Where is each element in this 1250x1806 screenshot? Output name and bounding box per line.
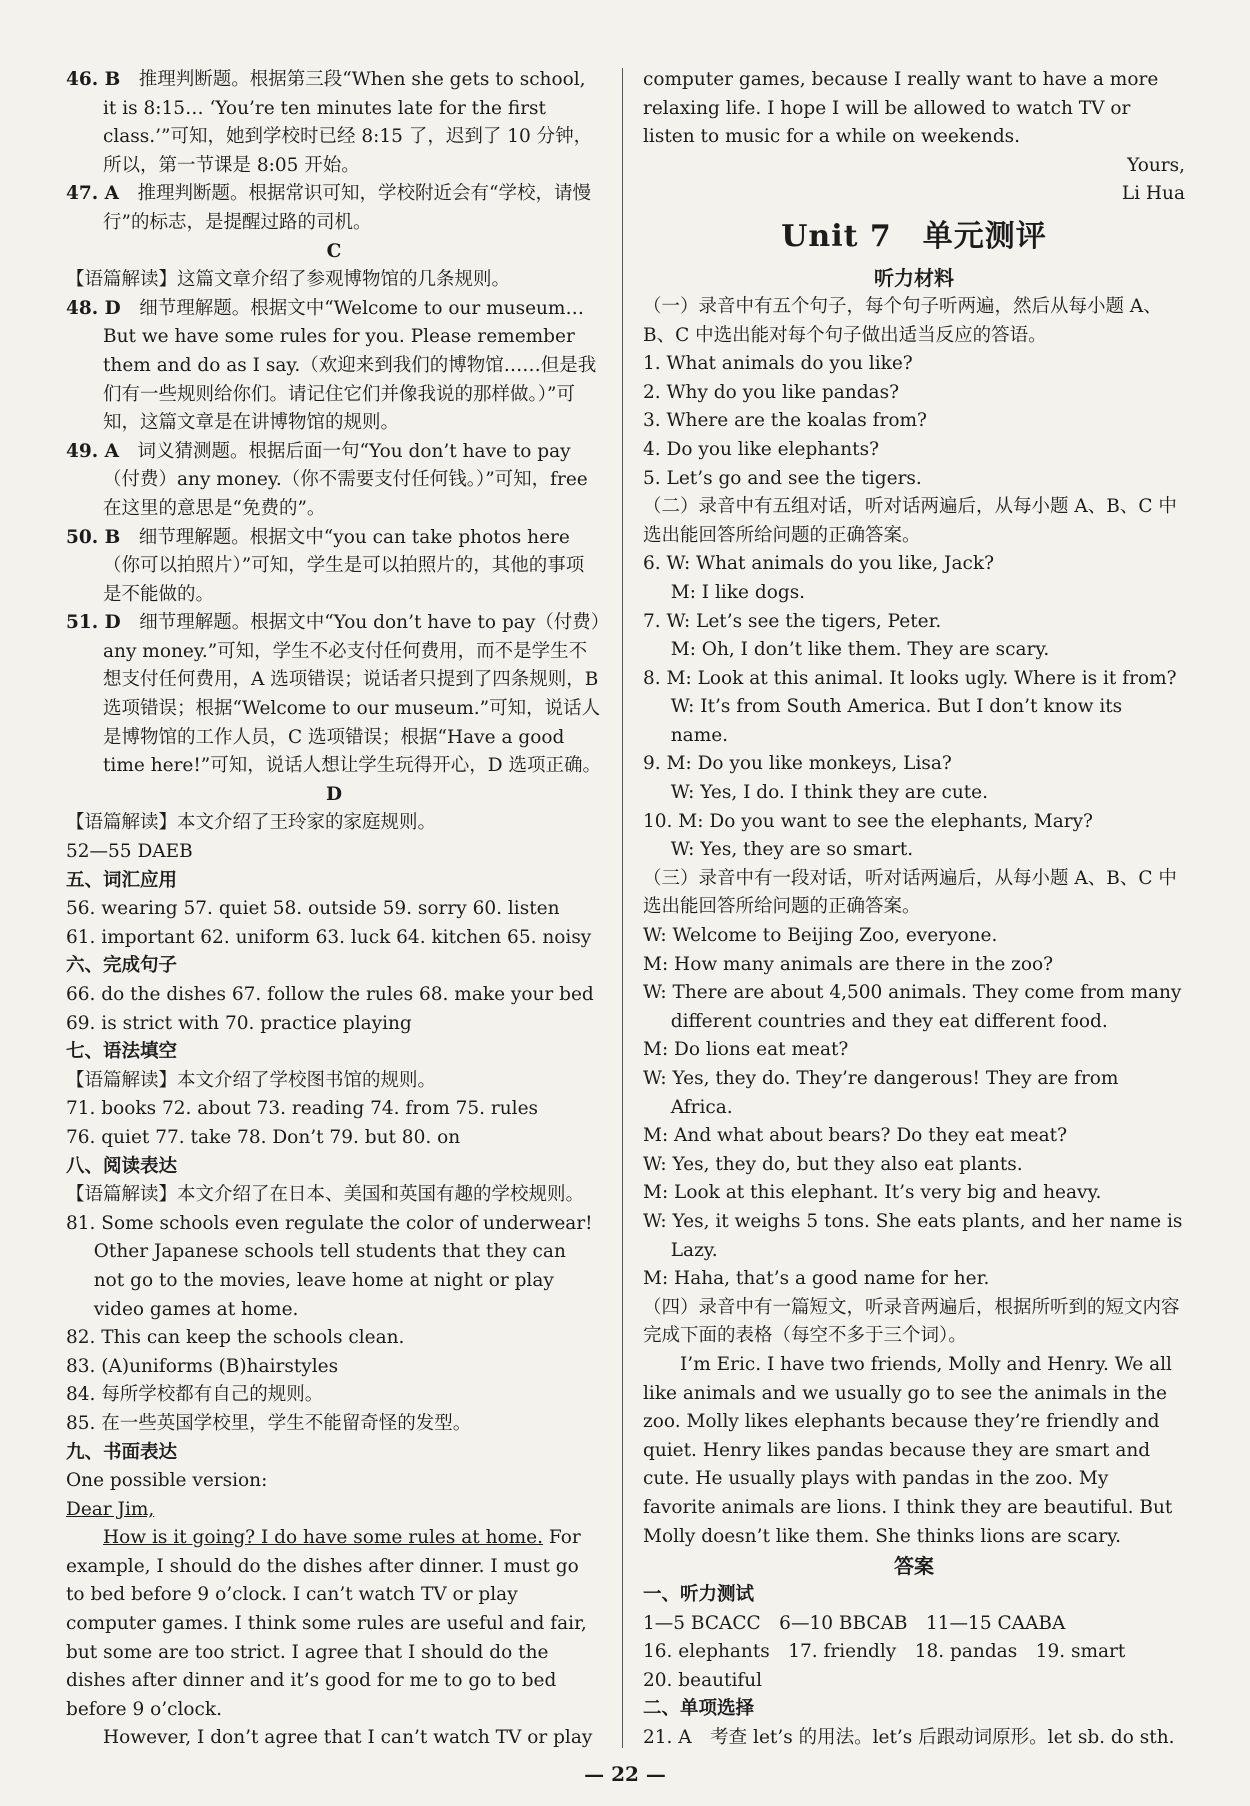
answer-82: 82. This can keep the schools clean. <box>66 1327 405 1349</box>
conversation-line: W: Yes, they do. They’re dangerous! They are from Africa. <box>643 1068 1119 1118</box>
unit-title: Unit 7 单元测评 <box>781 218 1047 254</box>
answers-section-1-heading: 一、听力测试 <box>643 1584 755 1606</box>
answer-84: 84. 每所学校都有自己的规则。 <box>66 1384 324 1406</box>
section-9-heading: 九、书面表达 <box>66 1441 178 1463</box>
answers-row: 16. elephants 17. friendly 18. pandas 19. smart <box>643 1641 1126 1663</box>
part1-item: 3. Where are the koalas from? <box>643 410 927 432</box>
conversation-line: W: Yes, it weighs 5 tons. She eats plants, and her name is Lazy. <box>643 1210 1183 1261</box>
right-column <box>643 66 1185 1753</box>
answer-50: 50. B 细节理解题。根据文中“you can take photos here（你可以拍照片）”可知，学生是可以拍照片的，其他的事项是不能做的。 <box>66 526 585 605</box>
answer-49: 49. A 词义猜测题。根据后面一句“You don’t have to pay（付费）any money.（你不需要支付任何钱。）”可知，free 在这里的意思是“免费的”。 <box>66 440 588 519</box>
dialogue-line: W: It’s from South America. But I don’t know its name. <box>670 696 1123 746</box>
dialogue-line: M: I like dogs. <box>670 581 806 603</box>
section-d-intro: 【语篇解读】本文介绍了王玲家的家庭规则。 <box>66 812 437 834</box>
letter-continuation: computer games, because I really want to have a more relaxing life. I hope I will be allowed to watch TV or listen to music for a while on weekends. <box>643 69 1159 148</box>
dialogue-line: 6. W: What animals do you like, Jack? <box>643 553 994 575</box>
conversation-line: M: Look at this elephant. It’s very big and heavy. <box>643 1182 1102 1204</box>
part1-item: 5. Let’s go and see the tigers. <box>643 467 922 489</box>
page-number: — 22 — <box>584 1762 666 1786</box>
answer-51: 51. D 细节理解题。根据文中“You don’t have to pay（付费）any money.”可知，学生不必支付任何费用，而不是学生不想支付任何费用，A 选项错误；说话者只提到了四条规则，B 选项错误；根据“Welcome to our museum.”可知，说话人是博物馆的工作人员，C 选项错误；根据“Have a good time here!”可知，说话人想让学生玩得开心，D 选项正确。 <box>66 612 601 777</box>
section-7-intro: 【语篇解读】本文介绍了学校图书馆的规则。 <box>66 1069 437 1091</box>
section-6-heading: 六、完成句子 <box>66 955 178 977</box>
conversation-line: M: Do lions eat meat? <box>643 1039 849 1061</box>
listening-part-3: （三）录音中有一段对话，听对话两遍后，从每小题 A、B、C 中选出能回答所给问题的正确答案。 <box>643 867 1177 918</box>
conversation-line: M: How many animals are there in the zoo? <box>643 953 1054 975</box>
section-5-heading: 五、词汇应用 <box>66 869 178 891</box>
column-divider <box>622 68 623 1748</box>
section-5-row2: 61. important 62. uniform 63. luck 64. kitchen 65. noisy <box>66 926 592 948</box>
dialogue-line: 8. M: Look at this animal. It looks ugly. Where is it from? <box>643 667 1177 689</box>
answer-47: 47. A 推理判断题。根据常识可知，学校附近会有“学校，请慢行”的标志，是提醒过路的司机。 <box>66 183 591 233</box>
answer-81: 81. Some schools even regulate the color of underwear! Other Japanese schools tell students that they can not go to the movies, leave home at night or play video games at home. <box>66 1212 593 1320</box>
section-c-intro: 【语篇解读】这篇文章介绍了参观博物馆的几条规则。 <box>66 269 511 291</box>
answers-title: 答案 <box>894 1554 934 1579</box>
section-7-row1: 71. books 72. about 73. reading 74. from 75. rules <box>66 1098 539 1120</box>
listening-part-1: （一）录音中有五个句子，每个句子听两遍，然后从每小题 A、B、C 中选出能对每个句子做出适当反应的答语。 <box>643 295 1162 346</box>
listening-title: 听力材料 <box>874 265 954 290</box>
letter-paragraph-1: How is it going? I do have some rules at home. For example, I should do the dishes after dinner. I must go to bed before 9 o’clock. I can’t watch TV or play computer games. I think some rules are useful and fair, but some are too strict. I agree that I should do the dishes after dinner and it’s good for me to go to bed before 9 o’clock. <box>66 1527 587 1720</box>
answers-row: 20. beautiful <box>643 1669 763 1691</box>
answer-85: 85. 在一些英国学校里，学生不能留奇怪的发型。 <box>66 1412 472 1434</box>
dialogue-line: M: Oh, I don’t like them. They are scary. <box>670 639 1050 661</box>
listening-passage: I’m Eric. I have two friends, Molly and Henry. We all like animals and we usually go to see the animals in the zoo. Molly likes elephants because they’re friendly and quiet. Henry likes pandas because they are smart and cute. He usually plays with pandas in the zoo. My favorite animals are lions. I think they are beautiful. But Molly doesn’t like them. She thinks lions are scary. <box>643 1353 1173 1547</box>
dialogue-line: 7. W: Let’s see the tigers, Peter. <box>643 610 942 632</box>
answer-46: 46. B 推理判断题。根据第三段“When she gets to school, it is 8:15… ‘You’re ten minutes late for the first class.’”可知，她到学校时已经 8:15 了，迟到了 10 分钟，所以，第一节课是 8:05 开始。 <box>66 69 593 176</box>
listening-part-4: （四）录音中有一篇短文，听录音两遍后，根据所听到的短文内容完成下面的表格（每空不多于三个词）。 <box>643 1296 1180 1347</box>
conversation-line: W: Yes, they do, but they also eat plants. <box>643 1153 1023 1175</box>
section-d-heading: D <box>325 783 343 805</box>
answers-section-2-heading: 二、单项选择 <box>643 1698 755 1720</box>
listening-part-2: （二）录音中有五组对话，听对话两遍后，从每小题 A、B、C 中选出能回答所给问题的正确答案。 <box>643 496 1177 546</box>
section-5-row1: 56. wearing 57. quiet 58. outside 59. sorry 60. listen <box>66 898 560 920</box>
answers-row: 1—5 BCACC 6—10 BBCAB 11—15 CAABA <box>643 1612 1066 1634</box>
letter-closing: Yours, <box>1127 154 1185 176</box>
conversation-line: M: And what about bears? Do they eat meat? <box>643 1125 1067 1147</box>
section-7-heading: 七、语法填空 <box>66 1041 178 1063</box>
section-c-heading: C <box>326 240 342 262</box>
part1-item: 1. What animals do you like? <box>643 353 913 375</box>
part1-item: 4. Do you like elephants? <box>643 438 880 460</box>
dialogue-line: W: Yes, I do. I think they are cute. <box>670 782 989 804</box>
letter-paragraph-2: However, I don’t agree that I can’t watch TV or play <box>103 1727 593 1749</box>
conversation-line: W: There are about 4,500 animals. They come from many different countries and they eat different food. <box>643 982 1182 1032</box>
dialogue-line: 10. M: Do you want to see the elephants, Mary? <box>643 810 1093 832</box>
section-8-intro: 【语篇解读】本文介绍了在日本、美国和英国有趣的学校规则。 <box>66 1184 585 1206</box>
sample-version-label: One possible version: <box>66 1470 268 1492</box>
letter-signature: Li Hua <box>1121 183 1185 205</box>
dialogue-line: 9. M: Do you like monkeys, Lisa? <box>643 753 952 775</box>
answer-48: 48. D 细节理解题。根据文中“Welcome to our museum… But we have some rules for you. Please remember them and do as I say.（欢迎来到我们的博物馆……但是我们有一些规则给你们。请记住它们并像我说的那样做。）”可知，这篇文章是在讲博物馆的规则。 <box>66 297 597 434</box>
answer-52-55: 52—55 DAEB <box>66 841 193 863</box>
dialogue-line: W: Yes, they are so smart. <box>670 839 914 861</box>
part1-item: 2. Why do you like pandas? <box>643 381 899 403</box>
section-8-heading: 八、阅读表达 <box>66 1155 178 1177</box>
answer-83: 83. (A)uniforms (B)hairstyles <box>66 1355 339 1377</box>
answer-21: 21. A 考查 let’s 的用法。let’s 后跟动词原形。let sb. do sth. <box>643 1727 1175 1749</box>
section-6-row2: 69. is strict with 70. practice playing <box>66 1012 412 1034</box>
section-6-row1: 66. do the dishes 67. follow the rules 68. make your bed <box>66 984 594 1005</box>
section-7-row2: 76. quiet 77. take 78. Don’t 79. but 80. on <box>66 1126 461 1148</box>
conversation-line: M: Haha, that’s a good name for her. <box>643 1268 990 1290</box>
letter-greeting: Dear Jim, <box>66 1498 155 1520</box>
left-column <box>66 66 602 1753</box>
conversation-line: W: Welcome to Beijing Zoo, everyone. <box>643 925 998 947</box>
